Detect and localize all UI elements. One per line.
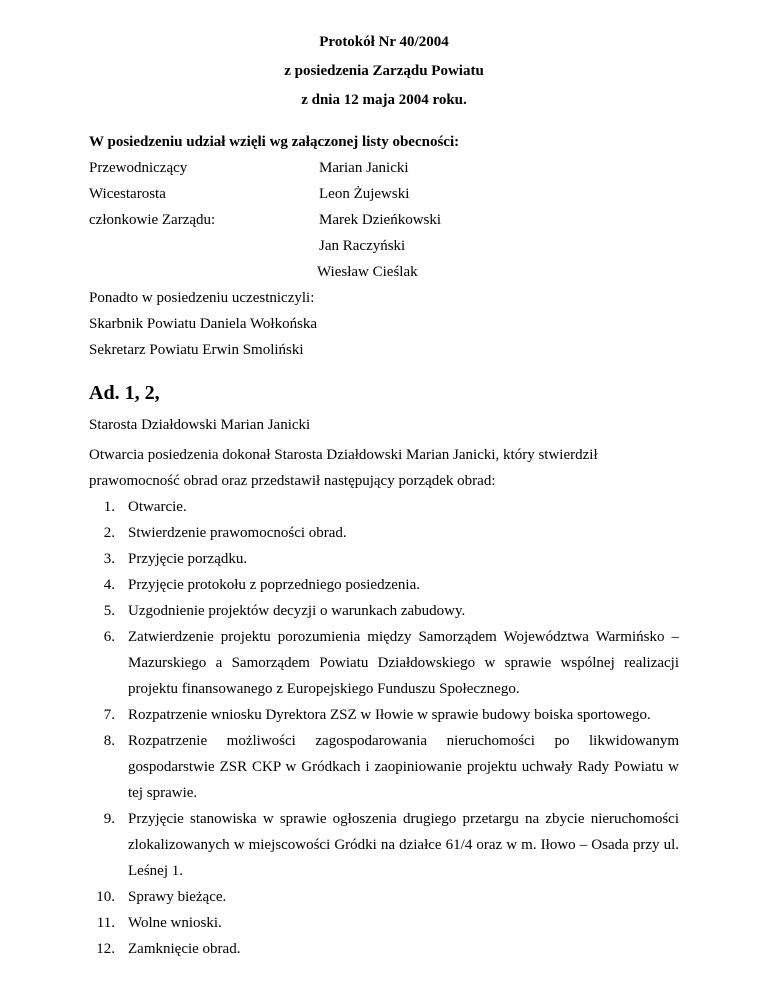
member-name: Marek Dzieńkowski	[319, 212, 442, 228]
chair-name: Marian Janicki	[319, 160, 409, 176]
agenda-item-text: Uzgodnienie projektów decyzji o warunkach zabudowy.	[128, 603, 466, 619]
agenda-item	[89, 624, 679, 702]
member-name: Wiesław Cieślak	[317, 264, 418, 280]
agenda-item	[89, 572, 679, 598]
agenda-item	[89, 728, 679, 806]
section-heading: Ad. 1, 2,	[89, 382, 160, 404]
protocol-date: z dnia 12 maja 2004 roku.	[301, 92, 467, 108]
agenda-item	[89, 884, 679, 910]
protocol-subtitle: z posiedzenia Zarządu Powiatu	[284, 63, 484, 79]
vice-name: Leon Żujewski	[319, 186, 410, 202]
also-present-label: Ponadto w posiedzeniu uczestniczyli:	[89, 290, 315, 306]
agenda-item	[89, 910, 679, 936]
agenda-item-number: 6.	[103, 629, 115, 645]
agenda-item	[89, 936, 679, 962]
attendance-row-vice	[89, 185, 679, 211]
agenda-item-text: Rozpatrzenie wniosku Dyrektora ZSZ w Iłowie w sprawie budowy boiska sportowego.	[128, 707, 651, 723]
attendance-row-chair	[89, 159, 679, 185]
document-header	[89, 0, 679, 120]
agenda-item-number: 3.	[103, 551, 115, 567]
agenda-item-number: 2.	[103, 525, 115, 541]
member-name: Jan Raczyński	[319, 238, 406, 254]
agenda-list	[89, 494, 679, 962]
agenda-item-text: Stwierdzenie prawomocności obrad.	[128, 525, 347, 541]
secretary-line: Sekretarz Powiatu Erwin Smoliński	[89, 342, 304, 358]
agenda-item	[89, 702, 679, 728]
agenda-item-number: 11.	[96, 915, 115, 931]
agenda-item	[89, 598, 679, 624]
vice-role: Wicestarosta	[89, 186, 166, 202]
treasurer-line: Skarbnik Powiatu Daniela Wołkońska	[89, 316, 318, 332]
agenda-item-text: Zatwierdzenie projektu porozumienia między Samorządem Województwa Warmińsko – Mazurskiego a Samorządem Powiatu Działdowskiego w sprawie wspólnej realizacji projektu finansowanego z Europejskiego Funduszu Społecznego.	[128, 629, 679, 697]
agenda-item-number: 4.	[103, 577, 115, 593]
agenda-item-text: Otwarcie.	[128, 499, 187, 515]
agenda-item-text: Zamknięcie obrad.	[128, 941, 241, 957]
agenda-item	[89, 520, 679, 546]
agenda-item-number: 5.	[103, 603, 115, 619]
agenda-item-number: 8.	[103, 733, 115, 749]
agenda-item-number: 12.	[96, 941, 115, 957]
agenda-item-number: 9.	[103, 811, 115, 827]
agenda-item-text: Przyjęcie porządku.	[128, 551, 248, 567]
attendance-row-members	[89, 211, 679, 289]
agenda-item-number: 1.	[103, 499, 115, 515]
agenda-item	[89, 806, 679, 884]
chair-role: Przewodniczący	[89, 160, 188, 176]
protocol-title: Protokół Nr 40/2004	[319, 34, 449, 50]
agenda-item-text: Rozpatrzenie możliwości zagospodarowania nieruchomości po likwidowanym gospodarstwie ZSR CKP w Gródkach i zaopiniowanie projektu uchwały Rady Powiatu w tej sprawie.	[128, 733, 679, 801]
agenda-item-number: 7.	[103, 707, 115, 723]
agenda-item-text: Przyjęcie stanowiska w sprawie ogłoszenia drugiego przetargu na zbycie nieruchomości zlokalizowanych w miejscowości Gródki na działce 61/4 oraz w m. Iłowo – Osada przy ul. Leśnej 1.	[128, 811, 679, 879]
agenda-item	[89, 546, 679, 572]
agenda-item-text: Sprawy bieżące.	[128, 889, 227, 905]
attendance-title: W posiedzeniu udział wzięli wg załączonej listy obecności:	[89, 134, 460, 150]
members-role: członkowie Zarządu:	[89, 212, 216, 228]
agenda-item-text: Wolne wnioski.	[128, 915, 222, 931]
members-list	[319, 211, 441, 289]
agenda-item-number: 10.	[96, 889, 115, 905]
speaker-line: Starosta Działdowski Marian Janicki	[89, 417, 311, 433]
agenda-item	[89, 494, 679, 520]
agenda-item-text: Przyjęcie protokołu z poprzedniego posiedzenia.	[128, 577, 420, 593]
intro-paragraph: Otwarcia posiedzenia dokonał Starosta Działdowski Marian Janicki, który stwierdził prawomocność obrad oraz przedstawił następujący porządek obrad:	[89, 447, 598, 489]
